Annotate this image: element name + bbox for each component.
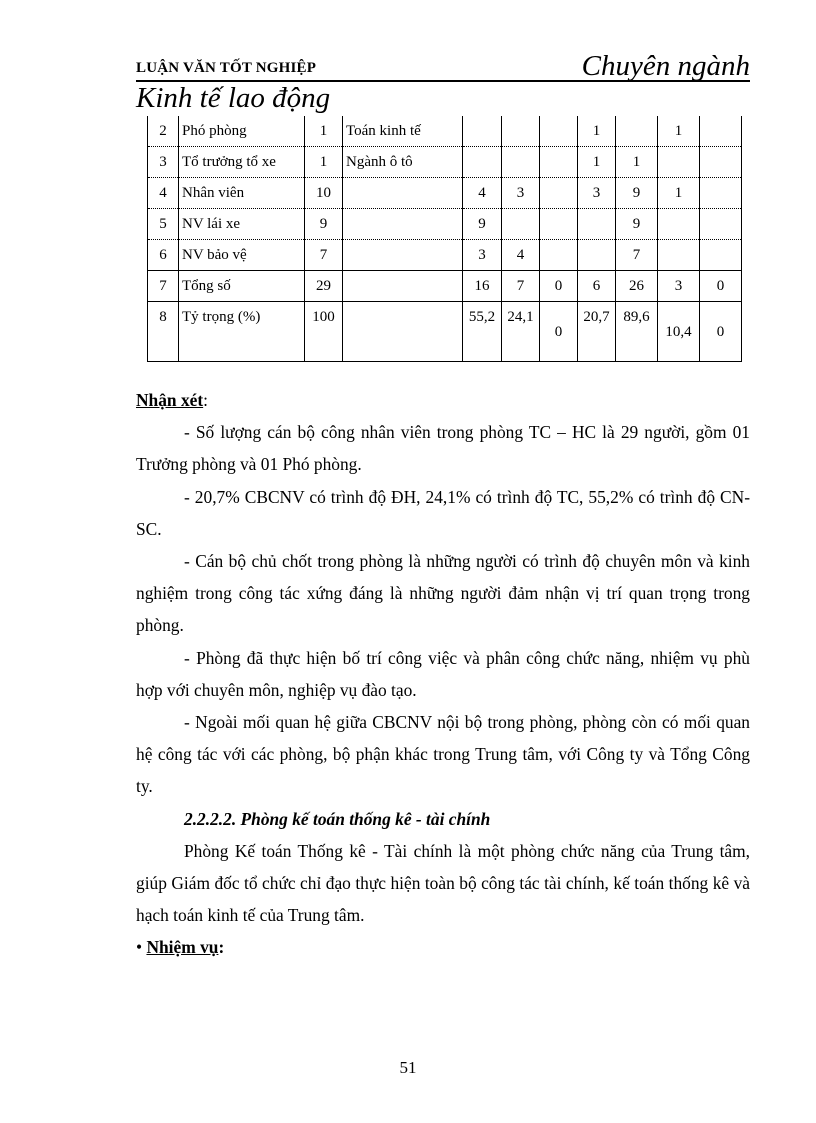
table-cell — [343, 271, 463, 302]
table-cell: 1 — [578, 116, 616, 147]
table-cell: 7 — [148, 271, 179, 302]
table-cell: 0 — [540, 271, 578, 302]
paragraph: Phòng Kế toán Thống kê - Tài chính là một phòng chức năng của Trung tâm, giúp Giám đốc tổ chức chỉ đạo thực hiện toàn bộ công tác tài chính, kế toán thống kê và hạch toán kinh tế của Trung tâm. — [136, 840, 750, 926]
table-cell: Tỷ trọng (%) — [179, 302, 305, 362]
table-cell: 16 — [463, 271, 502, 302]
table-cell: 1 — [578, 147, 616, 178]
table-cell: 3 — [578, 178, 616, 209]
table-cell — [616, 302, 658, 362]
table-cell: 0 — [540, 302, 578, 362]
table-cell — [540, 240, 578, 271]
duty-colon: : — [218, 937, 225, 958]
table-cell: 26 — [616, 271, 658, 302]
table-cell — [658, 240, 700, 271]
table-cell — [578, 209, 616, 240]
table-cell — [700, 240, 742, 271]
table-cell: 1 — [305, 116, 343, 147]
table-cell — [700, 178, 742, 209]
table-cell — [658, 209, 700, 240]
table-cell — [700, 209, 742, 240]
remark-label: Nhận xét — [136, 390, 204, 410]
section-heading: 2.2.2.2. Phòng kế toán thống kê - tài chính — [184, 808, 491, 829]
table-cell: 4 — [148, 178, 179, 209]
header-major-label: Chuyên ngành — [581, 50, 750, 82]
table-cell: 9 — [616, 209, 658, 240]
cell-value: 89,6 — [623, 309, 650, 325]
table-cell: 1 — [616, 147, 658, 178]
table-cell — [343, 209, 463, 240]
paragraph: - Số lượng cán bộ công nhân viên trong phòng TC – HC là 29 người, gồm 01 Trưởng phòng và 01 Phó phòng. — [136, 422, 750, 475]
duty-heading — [136, 931, 750, 963]
table-cell: 3 — [502, 178, 540, 209]
table-row — [148, 209, 742, 240]
table-cell: 4 — [463, 178, 502, 209]
page-number: 51 — [399, 1058, 417, 1077]
table-cell: 6 — [578, 271, 616, 302]
table-cell: Nhân viên — [179, 178, 305, 209]
table-cell — [463, 147, 502, 178]
table-cell — [578, 302, 616, 362]
table-cell: 7 — [502, 271, 540, 302]
table-row — [148, 240, 742, 271]
table-cell — [343, 302, 463, 362]
table-cell: Toán kinh tế — [343, 116, 463, 147]
paragraph: - 20,7% CBCNV có trình độ ĐH, 24,1% có trình độ TC, 55,2% có trình độ CN-SC. — [136, 486, 750, 539]
table-cell — [343, 178, 463, 209]
table-row — [148, 116, 742, 147]
table-row — [148, 178, 742, 209]
remark-heading — [136, 384, 750, 416]
table-cell — [540, 116, 578, 147]
table-cell: 5 — [148, 209, 179, 240]
table-cell: NV lái xe — [179, 209, 305, 240]
header-major-name: Kinh tế lao động — [136, 82, 331, 114]
table-cell: 2 — [148, 116, 179, 147]
table-cell: 1 — [305, 147, 343, 178]
table-cell: 3 — [148, 147, 179, 178]
table-cell — [700, 116, 742, 147]
table-cell: 3 — [658, 271, 700, 302]
table-cell: NV bảo vệ — [179, 240, 305, 271]
cell-value: 24,1 — [507, 309, 534, 325]
bullet-icon: • — [136, 937, 143, 958]
table-cell: 6 — [148, 240, 179, 271]
table-cell: 10 — [305, 178, 343, 209]
header-thesis-title: LUẬN VĂN TỐT NGHIỆP — [136, 60, 317, 76]
table-cell: 0 — [700, 271, 742, 302]
table-cell — [463, 302, 502, 362]
table-cell: 9 — [463, 209, 502, 240]
table-cell: 1 — [658, 116, 700, 147]
table-cell: 9 — [305, 209, 343, 240]
table-cell — [343, 240, 463, 271]
table-cell: Tổng số — [179, 271, 305, 302]
table-cell: Ngành ô tô — [343, 147, 463, 178]
table-cell — [616, 116, 658, 147]
paragraph: - Phòng đã thực hiện bố trí công việc và phân công chức năng, nhiệm vụ phù hợp với chuyên môn, nghiệp vụ đào tạo. — [136, 647, 750, 700]
table-cell: 7 — [616, 240, 658, 271]
table-cell: 0 — [700, 302, 742, 362]
table-cell — [463, 116, 502, 147]
table-row-total — [148, 271, 742, 302]
remark-colon: : — [203, 390, 208, 410]
paragraph: - Ngoài mối quan hệ giữa CBCNV nội bộ trong phòng, phòng còn có mối quan hệ công tác với các phòng, bộ phận khác trong Trung tâm, với Công ty và Tổng Công ty. — [136, 712, 750, 797]
table-cell — [502, 116, 540, 147]
table-cell — [502, 302, 540, 362]
table-cell: 29 — [305, 271, 343, 302]
table-cell — [578, 240, 616, 271]
table-cell: Phó phòng — [179, 116, 305, 147]
cell-value: 20,7 — [583, 309, 610, 325]
body-text — [136, 384, 750, 964]
table-cell: 100 — [305, 302, 343, 362]
table-cell: 1 — [658, 178, 700, 209]
table-cell — [540, 147, 578, 178]
duty-label: Nhiệm vụ — [146, 937, 219, 958]
table-cell — [658, 147, 700, 178]
paragraph: - Cán bộ chủ chốt trong phòng là những người có trình độ chuyên môn và kinh nghiệm trong công tác xứng đáng là những người đảm nhận vị trí quan trọng trong phòng. — [136, 551, 750, 636]
table-cell: 10,4 — [658, 302, 700, 362]
table-row — [148, 147, 742, 178]
table-cell: Tổ trưởng tổ xe — [179, 147, 305, 178]
table-row-percent — [148, 302, 742, 362]
table-cell — [700, 147, 742, 178]
table-cell: 8 — [148, 302, 179, 362]
table-cell: 4 — [502, 240, 540, 271]
table-cell — [540, 209, 578, 240]
table-cell: 7 — [305, 240, 343, 271]
table-cell: 9 — [616, 178, 658, 209]
table-cell — [502, 209, 540, 240]
table-cell: 3 — [463, 240, 502, 271]
staff-table — [147, 116, 742, 362]
table-cell — [502, 147, 540, 178]
table-cell — [540, 178, 578, 209]
cell-value: 55,2 — [468, 309, 496, 325]
